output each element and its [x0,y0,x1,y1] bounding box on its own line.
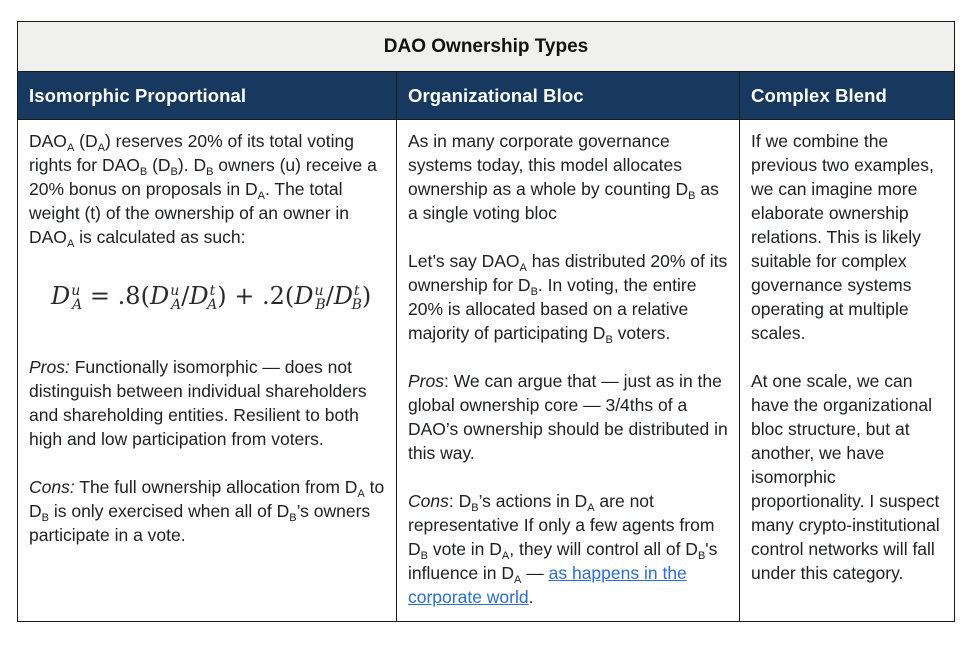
column-header-organizational-bloc: Organizational Bloc [397,72,740,120]
paragraph-example: Let’s say $DAO_A$ has distributed 20% of its ownership for $D_B$. In voting, the entire 20% is allocated based on a relative majority of participating $D_B$ voters. [408,251,728,346]
paragraph-intro: If we combine the previous two examples, we can imagine more elaborate ownership relations. This is likely suitable for complex governance systems operating at multiple scales. [751,131,934,343]
cell-isomorphic-proportional [18,120,397,622]
dao-ownership-types-table [17,21,955,622]
paragraph-cons: Cons: $D_B’s$ actions in $D_A$ are not representative If only a few agents from $D_B$ vote in $D_A$, they will control all of $D_B's$ influence in $D_A$ — as happens in the corporate world. [408,491,718,607]
body-row [18,120,955,622]
paragraph-pros: Pros: We can argue that — just as in the global ownership core — 3/4ths of a DAO’s ownership should be distributed in this way. [408,371,728,463]
page [17,21,955,622]
paragraph-pros: Pros: Functionally isomorphic — does not distinguish between individual shareholders and shareholding entities. Resilient to both high and low participation from voters. [29,357,367,449]
corporate-world-link[interactable]: as happens in the corporate world [408,563,687,607]
table-title: DAO Ownership Types [18,22,955,72]
cell-organizational-bloc [397,120,740,622]
paragraph-intro: As in many corporate governance systems today, this model allocates ownership as a whole by counting $D_B$ as a single voting bloc [408,131,719,223]
paragraph-cons: Cons: The full ownership allocation from $D_A$ to $D_B$ is only exercised when all of $D_B’s$ owners participate in a vote. [29,477,385,545]
paragraph-detail: At one scale, we can have the organizational bloc structure, but at another, we have isomorphic proportionality. I suspect many crypto-institutional control networks will fall under this category. [751,371,940,583]
header-row [18,72,955,120]
paragraph-intro: $DAO_A$ $(D_A)$ reserves 20% of its total voting rights for $DAO_B$ $(D_B)$. $D_B$ owners (u) receive a 20% bonus on proposals in $D_A$. The total weight (t) of the ownership of an owner in $DAO_A$ is calculated as such: [29,131,377,250]
column-header-complex-blend: Complex Blend [740,72,955,120]
cell-complex-blend [740,120,955,622]
column-header-isomorphic-proportional: Isomorphic Proportional [18,72,397,120]
title-row [18,22,955,72]
ownership-weight-formula: $D^u_A = .8(D^u_A/D^t_A) + .2(D^u_B/D^t_B)$ [51,282,372,313]
